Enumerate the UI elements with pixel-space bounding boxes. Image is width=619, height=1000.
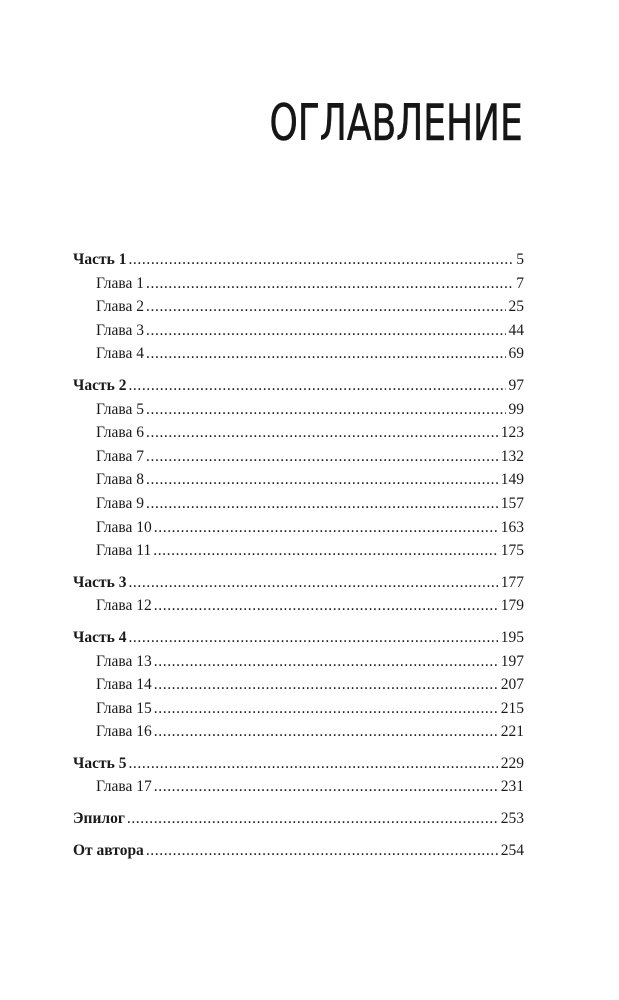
toc-group <box>73 839 524 863</box>
toc-group <box>73 752 524 799</box>
toc-entry-chapter[interactable] <box>73 594 524 618</box>
toc-entry-label: От автора <box>73 841 144 859</box>
toc-page-number: 69 <box>508 345 524 363</box>
toc-page-number: 254 <box>500 841 524 859</box>
dot-leader <box>154 594 498 618</box>
toc-entry-label: Глава 16 <box>96 723 152 741</box>
toc-page-number: 44 <box>508 321 524 339</box>
toc-page-number: 132 <box>500 447 524 465</box>
dot-leader <box>146 445 498 469</box>
dot-leader <box>146 492 498 516</box>
toc-page-number: 7 <box>516 274 524 292</box>
toc-entry-chapter[interactable] <box>73 319 524 343</box>
toc-page-number: 221 <box>500 723 524 741</box>
toc-entry-label: Глава 4 <box>96 345 145 363</box>
toc-entry-epilogue[interactable] <box>73 807 524 831</box>
toc-entry-label: Часть 2 <box>73 376 127 394</box>
dot-leader <box>154 775 498 799</box>
toc-entry-label: Глава 13 <box>96 652 152 670</box>
toc-entry-chapter[interactable] <box>73 272 524 296</box>
toc-entry-label: Глава 5 <box>96 400 145 418</box>
toc-entry-label: Глава 8 <box>96 471 145 489</box>
toc-entry-label: Глава 7 <box>96 447 145 465</box>
toc-entry-label: Глава 2 <box>96 298 145 316</box>
dot-leader <box>128 248 513 272</box>
toc-entry-chapter[interactable] <box>73 775 524 799</box>
toc-group <box>73 374 524 563</box>
toc-page-number: 97 <box>508 376 524 394</box>
toc-entry-chapter[interactable] <box>73 421 524 445</box>
toc-entry-label: Эпилог <box>73 810 125 828</box>
page-title: ОГЛАВЛЕНИЕ <box>269 94 523 152</box>
toc-entry-chapter[interactable] <box>73 516 524 540</box>
toc-page-number: 179 <box>500 597 524 615</box>
toc-entry-label: Глава 12 <box>96 597 152 615</box>
toc-group <box>73 626 524 744</box>
toc-entry-label: Глава 10 <box>96 518 152 536</box>
toc-entry-label: Глава 11 <box>96 542 152 560</box>
toc-page-number: 231 <box>500 778 524 796</box>
toc-entry-chapter[interactable] <box>73 342 524 366</box>
dot-leader <box>146 421 498 445</box>
toc-entry-chapter[interactable] <box>73 398 524 422</box>
toc-entry-label: Глава 1 <box>96 274 145 292</box>
toc-entry-chapter[interactable] <box>73 697 524 721</box>
dot-leader <box>146 839 498 863</box>
dot-leader <box>146 342 505 366</box>
toc-entry-part[interactable] <box>73 571 524 595</box>
toc-group <box>73 248 524 366</box>
toc-page-number: 197 <box>500 652 524 670</box>
toc-page-number: 25 <box>508 298 524 316</box>
toc-entry-chapter[interactable] <box>73 650 524 674</box>
dot-leader <box>146 468 498 492</box>
dot-leader <box>128 626 497 650</box>
table-of-contents <box>73 248 524 870</box>
toc-page-number: 207 <box>500 676 524 694</box>
toc-entry-part[interactable] <box>73 248 524 272</box>
dot-leader <box>146 272 513 296</box>
toc-entry-label: Часть 1 <box>73 251 127 268</box>
toc-page-number: 157 <box>500 494 524 512</box>
toc-entry-chapter[interactable] <box>73 468 524 492</box>
toc-entry-chapter[interactable] <box>73 720 524 744</box>
toc-entry-label: Часть 4 <box>73 628 127 646</box>
toc-entry-label: Глава 14 <box>96 676 152 694</box>
dot-leader <box>154 673 498 697</box>
toc-entry-label: Глава 17 <box>96 778 152 796</box>
toc-page-number: 163 <box>500 518 524 536</box>
dot-leader <box>127 807 498 831</box>
toc-entry-part[interactable] <box>73 626 524 650</box>
dot-leader <box>154 720 498 744</box>
toc-entry-from-author[interactable] <box>73 839 524 863</box>
toc-page-number: 149 <box>500 471 524 489</box>
toc-entry-part[interactable] <box>73 752 524 776</box>
dot-leader <box>154 516 498 540</box>
dot-leader <box>153 539 498 563</box>
toc-entry-chapter[interactable] <box>73 445 524 469</box>
dot-leader <box>146 295 505 319</box>
toc-entry-chapter[interactable] <box>73 492 524 516</box>
toc-page-number: 123 <box>500 424 524 442</box>
dot-leader <box>128 374 505 398</box>
dot-leader <box>154 697 498 721</box>
toc-group <box>73 807 524 831</box>
toc-entry-label: Часть 3 <box>73 573 127 591</box>
toc-group <box>73 571 524 618</box>
toc-entry-chapter[interactable] <box>73 295 524 319</box>
toc-entry-chapter[interactable] <box>73 673 524 697</box>
dot-leader <box>146 398 505 422</box>
toc-entry-part[interactable] <box>73 374 524 398</box>
dot-leader <box>128 752 497 776</box>
toc-page-number: 175 <box>500 542 524 560</box>
toc-page-number: 5 <box>516 251 524 268</box>
toc-entry-label: Глава 6 <box>96 424 145 442</box>
toc-page-number: 177 <box>500 573 524 591</box>
toc-page-number: 229 <box>500 754 524 772</box>
dot-leader <box>154 650 498 674</box>
toc-page-number: 99 <box>508 400 524 418</box>
toc-page-number: 195 <box>500 628 524 646</box>
toc-entry-label: Часть 5 <box>73 754 127 772</box>
dot-leader <box>146 319 505 343</box>
dot-leader <box>128 571 497 595</box>
toc-entry-label: Глава 9 <box>96 494 145 512</box>
toc-entry-chapter[interactable] <box>73 539 524 563</box>
toc-entry-label: Глава 15 <box>96 699 152 717</box>
toc-entry-label: Глава 3 <box>96 321 145 339</box>
toc-page-number: 215 <box>500 699 524 717</box>
toc-page-number: 253 <box>500 810 524 828</box>
